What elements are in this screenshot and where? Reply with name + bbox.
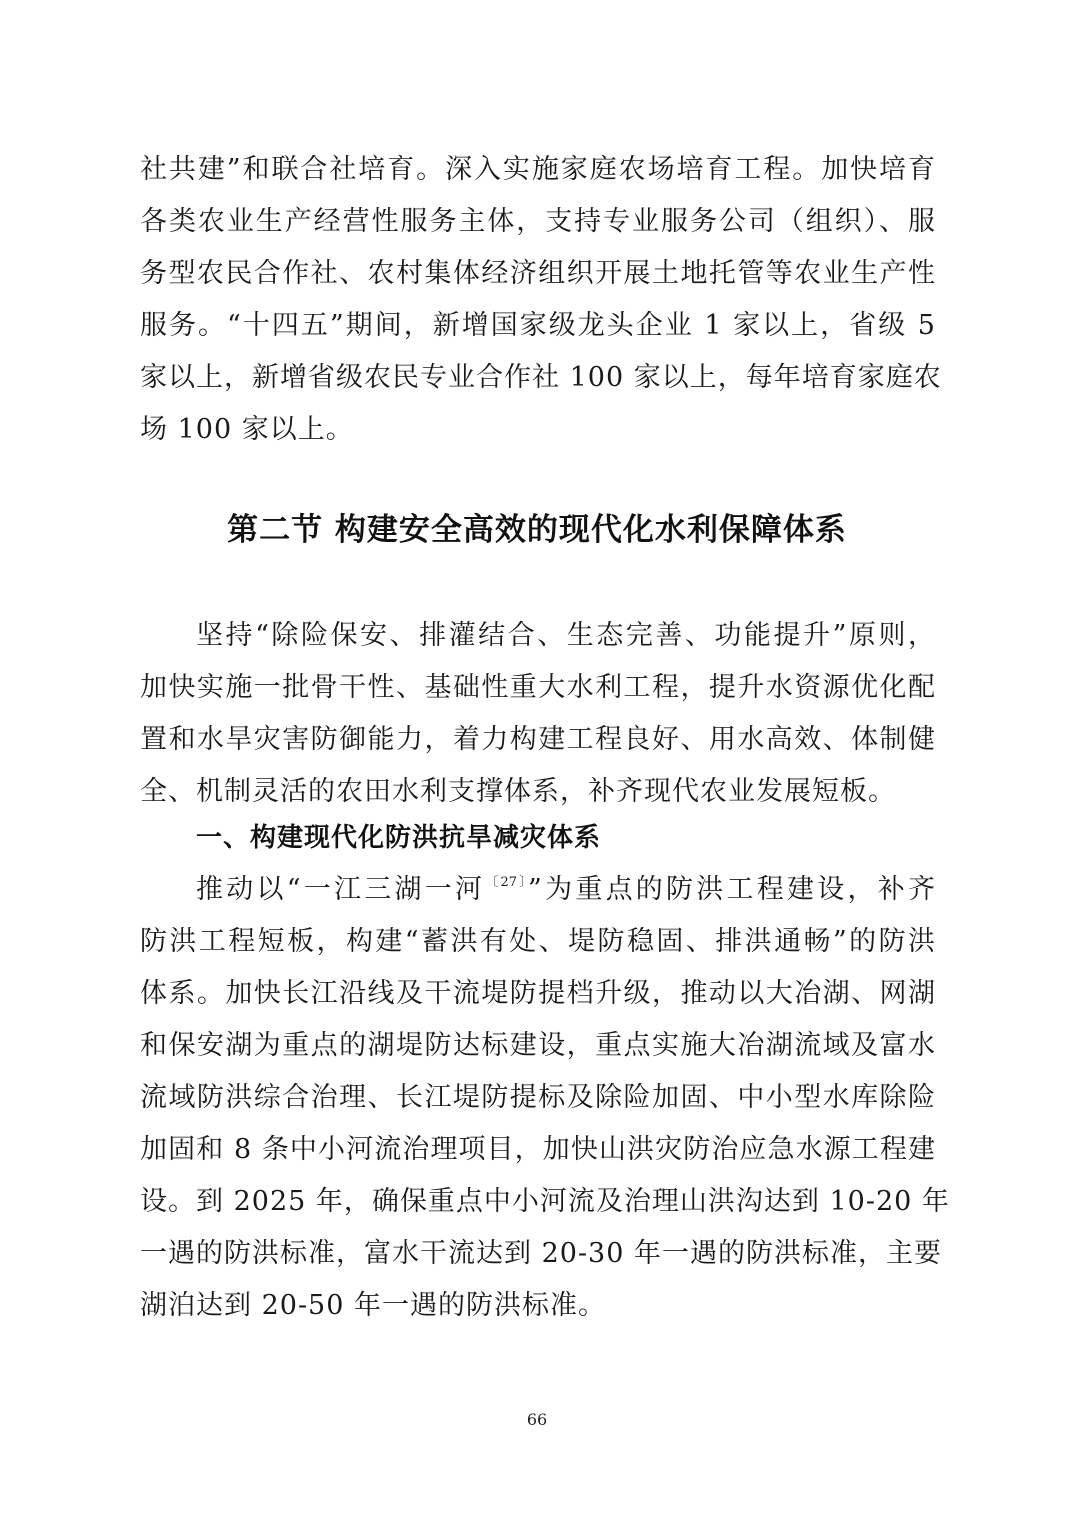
text-line: 全、机制灵活的农田水利支撑体系，补齐现代农业发展短板。 — [140, 776, 896, 807]
text-segment: 推动以“一江三湖一河 — [196, 874, 486, 905]
text-line: 置和水旱灾害防御能力，着力构建工程良好、用水高效、体制健 — [140, 724, 936, 755]
text-line: 家以上，新增省级农民专业合作社 100 家以上，每年培育家庭农 — [140, 362, 942, 393]
text-line: 流域防洪综合治理、长江堤防提标及除险加固、中小型水库除险 — [140, 1082, 936, 1113]
text-segment: ”为重点的防洪工程建设，补齐 — [528, 874, 936, 905]
page-number: 66 — [526, 1410, 548, 1429]
text-line: 和保安湖为重点的湖堤防达标建设，重点实施大冶湖流域及富水 — [140, 1030, 936, 1061]
sub-heading: 一、构建现代化防洪抗旱减灾体系 — [196, 823, 602, 853]
text-line — [196, 864, 936, 916]
text-line: 防洪工程短板，构建“蓄洪有处、堤防稳固、排洪通畅”的防洪 — [140, 926, 936, 957]
text-line: 加快实施一批骨干性、基础性重大水利工程，提升水资源优化配 — [140, 672, 936, 703]
text-line: 服务。“十四五”期间，新增国家级龙头企业 1 家以上，省级 5 — [140, 310, 936, 341]
text-line: 设。到 2025 年，确保重点中小河流及治理山洪沟达到 10-20 年 — [140, 1186, 950, 1217]
text-line: 坚持“除险保安、排灌结合、生态完善、功能提升”原则， — [196, 620, 936, 651]
text-line: 各类农业生产经营性服务主体，支持专业服务公司（组织）、服 — [140, 206, 936, 237]
text-line: 湖泊达到 20-50 年一遇的防洪标准。 — [140, 1290, 607, 1321]
text-line: 一遇的防洪标准，富水干流达到 20-30 年一遇的防洪标准，主要 — [140, 1238, 942, 1269]
text-line: 务型农民合作社、农村集体经济组织开展土地托管等农业生产性 — [140, 258, 936, 289]
footnote-reference: 〔27〕 — [485, 875, 529, 890]
section-title: 第二节 构建安全高效的现代化水利保障体系 — [227, 512, 847, 548]
text-line: 加固和 8 条中小河流治理项目，加快山洪灾防治应急水源工程建 — [140, 1134, 936, 1165]
text-line: 体系。加快长江沿线及干流堤防提档升级，推动以大冶湖、网湖 — [140, 978, 936, 1009]
text-line: 场 100 家以上。 — [140, 414, 354, 445]
text-line: 社共建”和联合社培育。深入实施家庭农场培育工程。加快培育 — [140, 154, 936, 185]
